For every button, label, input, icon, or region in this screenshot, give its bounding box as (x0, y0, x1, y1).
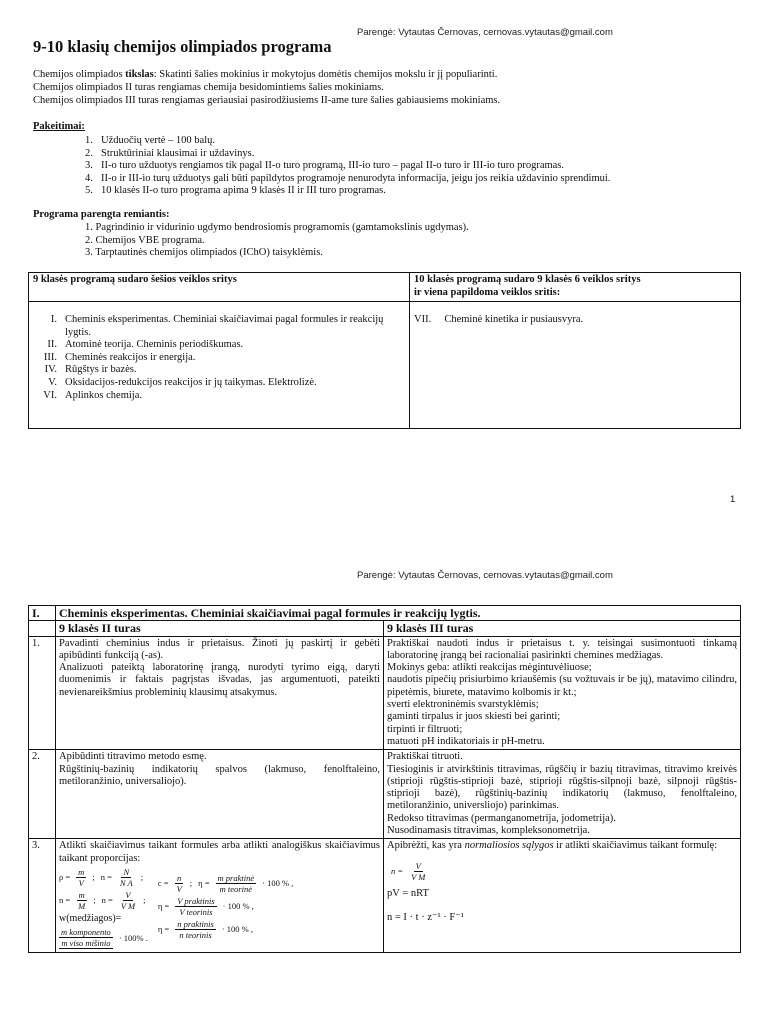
col-header-9: 9 klasės programą sudaro šešios veiklos sritys (29, 273, 410, 302)
areas-9-list (33, 303, 405, 402)
row-2-iii: Praktiškai titruoti. Tiesioginis ir atvirkštinis titravimas, rūgščių ir bazių titravimas, titravimo kreivės (stiprioji rūgštis-stiprioji bazė, stiprioji rūgštis-silpnoji bazė, silpnoji rūgštis-stiprioji bazė), rūgštinių-bazinių indikatorių (lakmuso, fenolftaleino, metiloranžinio, universliojo) parinkimas. Redokso titravimas (permanganometrija, jodometrija). Nusodinamasis titravimas, kompleksonometrija. (384, 750, 741, 839)
list-item: III. Cheminės reakcijos ir energija. (43, 351, 196, 363)
areas-9-cell (29, 302, 410, 429)
page-number: 1 (730, 494, 736, 505)
formula-block: ρ = $\frac{m}{V}$ ; n = $\frac{N}{\text{N A}}$ ; n = $\frac{m}{M}$ ; n = $\frac{V}{\text{V M}}$ ; w(medžiagos)= $\frac{\text{m komponento}}{\text{m viso mišinio}}$ · 100% . c = $\frac{n}{V}$ ; η = $\frac{\text{m praktinė}}{\text{m teorinė}}$ · 100 % , η = $\frac{\text{V praktinis}}{\text{V teorinis}}$ · 100 % , η = $\frac{\text{n praktinis}}{\text{n teorinis}}$ · 100 % , (59, 866, 294, 949)
intro-line-2: Chemijos olimpiados II turas rengiamas chemija besidomintiems šalies mokiniams. (33, 82, 384, 93)
table-row (29, 750, 741, 839)
intro-line-3: Chemijos olimpiados III turas rengiamas geriausiai pasirodžiusiems II-ame ture šalies gabiausiems mokiniams. (33, 95, 501, 106)
document-title: 9-10 klasių chemijos olimpiados programa (33, 37, 332, 56)
list-item: 2. Struktūriniai klausimai ir uždavinys. (85, 147, 255, 159)
row-1-ii: Pavadinti cheminius indus ir prietaisus. Žinoti jų paskirtį ir gebėti apibūdinti funkciją (-as). Analizuoti pateiktą laboratorinę įrangą, nurodyti tyrimo eigą, daryti duomenimis ir faktais pagrįstas išvadas, jas argumentuoti, pateikti nevienareikšmius probleminių klausimų atsakymus. (56, 636, 384, 750)
section-title: Cheminis eksperimentas. Cheminiai skaičiavimai pagal formules ir reakcijų lygtis. (56, 606, 741, 621)
page-gap (0, 520, 768, 548)
list-item: I. Cheminis eksperimentas. Cheminiai skaičiavimai pagal formules ir reakcijų lygtis. (50, 314, 384, 338)
row-3-ii: Atlikti skaičiavimus taikant formules arba atlikti analogiškus skaičiavimus taikant proporcijas: ρ = $\frac{m}{V}$ ; n = $\frac{N}{\text{N A}}$ ; n = $\frac{m}{M}$ ; n = $\frac{V}{\text{V M}}$ ; w(medžiagos)= $\frac{\text{m komponento}}{\text{m viso mišinio}}$ · 100% . c = $\frac{n}{V}$ ; η = $\frac{\text{m praktinė}}{\text{m teorinė}}$ · 100 % , η = $\frac{\text{V praktinis}}{\text{V teorinis}}$ · 100 % , η = $\frac{\text{n praktinis}}{\text{n teorinis}}$ · 100 % , (56, 839, 384, 953)
author-header: Parengė: Vytautas Černovas, cernovas.vytautas@gmail.com (357, 27, 613, 38)
col-header-ii: 9 klasės II turas (56, 621, 384, 636)
intro-goal: Chemijos olimpiados tikslas: Skatinti šalies mokinius ir mokytojus domėtis chemijos mokslu ir jį populiarinti. (33, 69, 498, 80)
formula-charge: n = I · t · z⁻¹ · F⁻¹ (387, 911, 464, 923)
basis-heading: Programa parengta remiantis: (33, 209, 170, 220)
intro-block (33, 68, 500, 107)
list-item: II. Atominė teorija. Cheminis periodiškumas. (47, 339, 244, 351)
list-item: V. Oksidacijos-redukcijos reakcijos ir jų taikymas. Elektrolizė. (48, 376, 317, 388)
section-i-table (28, 605, 741, 953)
col-header-10: 10 klasės programą sudaro 9 klasės 6 veiklos sritys ir viena papildoma veiklos sritis: (410, 273, 741, 302)
list-item: 2. Chemijos VBE programa. (85, 234, 205, 246)
list-item: IV. Rūgštys ir bazės. (44, 364, 137, 376)
row-3-iii: Apibrėžti, kas yra normaliosios sąlygos ir atlikti skaičiavimus taikant formulę: n = $\frac{V}{\text{V M}}$ pV = nRT n = I · t · z⁻¹ · F⁻¹ (384, 839, 741, 953)
basis-list (85, 222, 469, 260)
list-item: 1. Pagrindinio ir vidurinio ugdymo bendrosiomis programomis (gamtamokslinis ugdymas). (85, 222, 469, 233)
row-number: 1. (29, 636, 56, 750)
list-item: 5. 10 klasės II-o turo programa apima 9 klasės II ir III turo programas. (85, 185, 386, 197)
row-1-iii: Praktiškai naudoti indus ir prietaisus t. y. teisingai susimontuoti tinkamą laboratorinę įrangą bei racionaliai pasirinkti chemines medžiagas. Mokinys geba: atlikti reakcijas mėgintuvėliuose; naudotis pipečių prisiurbimo kriaušėmis (su vožtuvais ir be jų), matavimo cilindru, pipetėmis, biurete, matavimo kolbomis ir kt.; sverti elektroninėmis svarstyklėmis; gaminti tirpalus ir juos skiesti bei garinti; tirpinti ir filtruoti; matuoti pH indikatoriais ir pH-metru. (384, 636, 741, 750)
list-item: VII. Cheminė kinetika ir pusiausvyra. (414, 314, 584, 325)
activity-areas-table (28, 272, 741, 429)
list-item: 1. Užduočių vertė – 100 balų. (85, 135, 216, 146)
document-page-2 (0, 548, 768, 1024)
author-header: Parengė: Vytautas Černovas, cernovas.vytautas@gmail.com (357, 570, 613, 581)
list-item: 3. Tarptautinės chemijos olimpiados (IChO) taisyklėmis. (85, 247, 323, 259)
list-item: VI. Aplinkos chemija. (43, 389, 142, 401)
row-number: 3. (29, 839, 56, 953)
changes-heading: Pakeitimai: (33, 121, 85, 132)
row-2-ii: Apibūdinti titravimo metodo esmę. Rūgštinių-bazinių indikatorių spalvos (lakmuso, fenolftaleino, metiloranžinio, universaliojo). (56, 750, 384, 839)
table-row (29, 636, 741, 750)
formula-pv: pV = nRT (387, 887, 429, 899)
changes-list (85, 135, 610, 198)
list-item: 3. II-o turo užduotys rengiamos tik pagal II-o turo programą, III-io turo – pagal II-o turo ir III-io turo programas. (85, 160, 565, 172)
col-header-iii: 9 klasės III turas (384, 621, 741, 636)
list-item: 4. II-o ir III-io turų užduotys gali būti papildytos programoje nenurodyta informacija, jeigu jos reikia uždavinio sprendimui. (85, 172, 611, 184)
formula-n-v: n = $\frac{V}{\text{V M}}$ (391, 860, 426, 882)
section-number: I. (29, 606, 56, 621)
table-row (29, 839, 741, 953)
row-number: 2. (29, 750, 56, 839)
areas-10-cell (410, 302, 741, 429)
